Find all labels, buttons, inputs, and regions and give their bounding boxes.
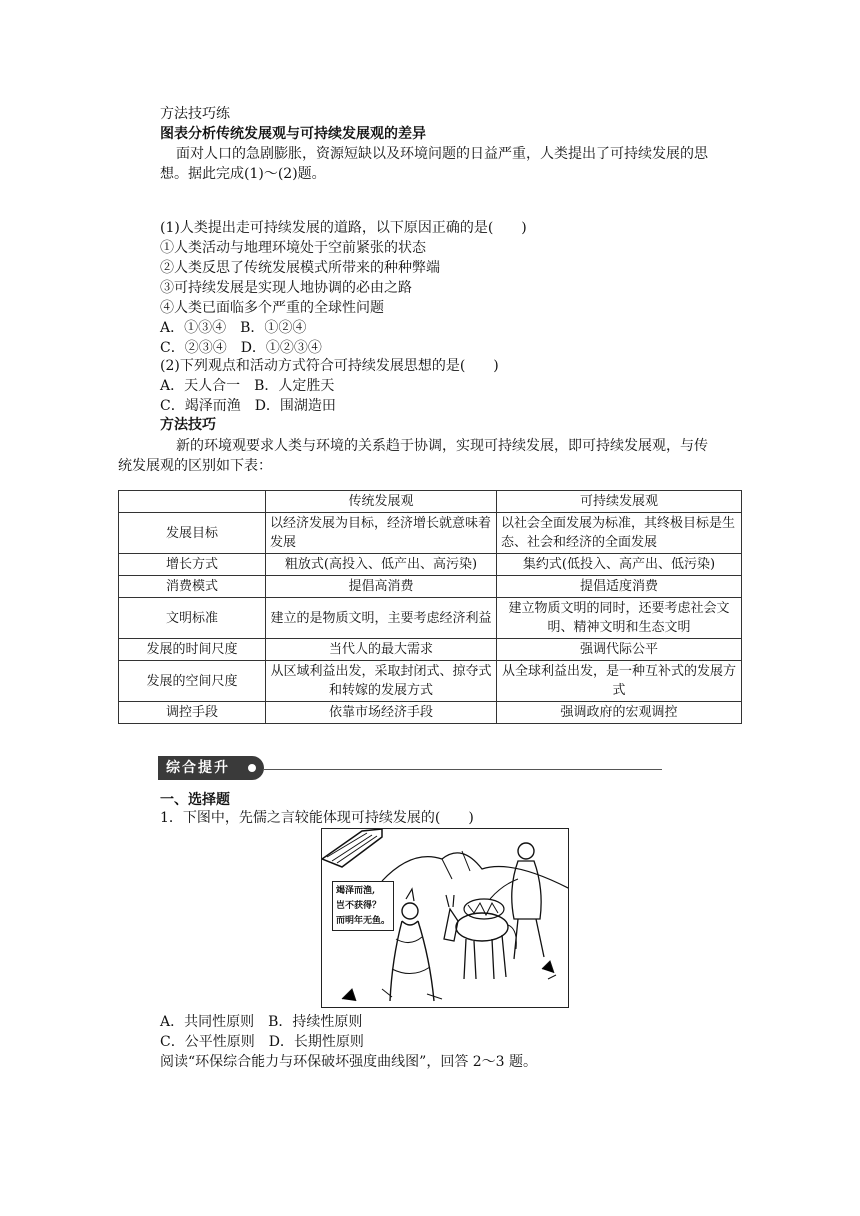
table-cell: 从区域利益出发，采取封闭式、掠夺式和转嫁的发展方式 bbox=[266, 661, 497, 702]
q1-options-cd: C．②③④ D．①②③④ bbox=[160, 340, 322, 356]
table-cell: 从全球利益出发，是一种互补式的发展方式 bbox=[497, 661, 742, 702]
table-header-row bbox=[119, 491, 742, 513]
q-1-options-ab: A．共同性原则 B．持续性原则 bbox=[160, 1014, 363, 1030]
read-instruction: 阅读“环保综合能力与环保破坏强度曲线图”，回答 2～3 题。 bbox=[160, 1054, 538, 1070]
table-row bbox=[119, 576, 742, 598]
table-cell: 依靠市场经济手段 bbox=[266, 702, 497, 724]
q2-options-ab: A．天人合一 B．人定胜天 bbox=[160, 378, 335, 394]
table-row-header: 文明标准 bbox=[119, 598, 266, 639]
tips-text-2: 统发展观的区别如下表： bbox=[118, 458, 272, 474]
table-row bbox=[119, 554, 742, 576]
tips-text-1: 新的环境观要求人类与环境的关系趋于协调，实现可持续发展，即可持续发展观，与传 bbox=[176, 438, 708, 454]
table-row-header: 发展目标 bbox=[119, 513, 266, 554]
table-row bbox=[119, 702, 742, 724]
table-row bbox=[119, 661, 742, 702]
table-row bbox=[119, 639, 742, 661]
tips-title: 方法技巧 bbox=[160, 417, 216, 433]
banner-divider bbox=[264, 769, 662, 770]
table-row-header: 增长方式 bbox=[119, 554, 266, 576]
table-header-cell bbox=[119, 491, 266, 513]
table-cell: 以经济发展为目标，经济增长就意味着发展 bbox=[266, 513, 497, 554]
q1-options-ab: A．①③④ B．①②④ bbox=[160, 320, 307, 336]
q2-stem: (2)下列观点和活动方式符合可持续发展思想的是( ) bbox=[160, 358, 499, 374]
choice-section-title: 一、选择题 bbox=[160, 792, 230, 808]
section-title: 图表分析传统发展观与可持续发展观的差异 bbox=[160, 126, 426, 142]
q1-stem: (1)人类提出走可持续发展的道路，以下原因正确的是( ) bbox=[160, 220, 527, 236]
table-row-header: 发展的空间尺度 bbox=[119, 661, 266, 702]
cartoon-figure bbox=[321, 828, 569, 1008]
table-row bbox=[119, 513, 742, 554]
table-cell: 以社会全面发展为标准，其终极目标是生态、社会和经济的全面发展 bbox=[497, 513, 742, 554]
banner-label: 综合提升 bbox=[158, 756, 264, 780]
q1-item-4: ④人类已面临多个严重的全球性问题 bbox=[160, 300, 384, 316]
table-row-header: 发展的时间尺度 bbox=[119, 639, 266, 661]
table-row bbox=[119, 598, 742, 639]
table-cell: 建立的是物质文明，主要考虑经济利益 bbox=[266, 598, 497, 639]
table-cell: 集约式(低投入、高产出、低污染) bbox=[497, 554, 742, 576]
table-cell: 当代人的最大需求 bbox=[266, 639, 497, 661]
table-cell: 建立物质文明的同时，还要考虑社会文明、精神文明和生态文明 bbox=[497, 598, 742, 639]
dot-icon bbox=[248, 764, 256, 772]
table-row-header: 调控手段 bbox=[119, 702, 266, 724]
table-header-cell: 可持续发展观 bbox=[497, 491, 742, 513]
table-cell: 提倡高消费 bbox=[266, 576, 497, 598]
q-1-options-cd: C．公平性原则 D．长期性原则 bbox=[160, 1034, 364, 1050]
speech-line-3: 而明年无鱼。 bbox=[336, 916, 391, 926]
table-cell: 粗放式(高投入、低产出、高污染) bbox=[266, 554, 497, 576]
table-cell: 强调代际公平 bbox=[497, 639, 742, 661]
section-label: 方法技巧练 bbox=[160, 106, 230, 122]
q1-item-1: ①人类活动与地理环境处于空前紧张的状态 bbox=[160, 240, 426, 256]
table-header-cell: 传统发展观 bbox=[266, 491, 497, 513]
intro-line-2: 想。据此完成(1)～(2)题。 bbox=[160, 166, 326, 182]
table-cell: 强调政府的宏观调控 bbox=[497, 702, 742, 724]
table-cell: 提倡适度消费 bbox=[497, 576, 742, 598]
speech-line-2: 岂不获得？ bbox=[336, 901, 382, 911]
speech-bubble bbox=[332, 881, 394, 931]
table-row-header: 消费模式 bbox=[119, 576, 266, 598]
speech-line-1: 竭泽而渔, bbox=[336, 886, 376, 896]
comparison-table bbox=[118, 490, 742, 724]
q1-item-2: ②人类反思了传统发展模式所带来的种种弊端 bbox=[160, 260, 440, 276]
q-1-stem: 1．下图中，先儒之言较能体现可持续发展的( ) bbox=[160, 810, 474, 826]
q1-item-3: ③可持续发展是实现人地协调的必由之路 bbox=[160, 280, 412, 296]
q2-options-cd: C．竭泽而渔 D．围湖造田 bbox=[160, 398, 336, 414]
intro-line-1: 面对人口的急剧膨胀，资源短缺以及环境问题的日益严重，人类提出了可持续发展的思 bbox=[176, 146, 708, 162]
